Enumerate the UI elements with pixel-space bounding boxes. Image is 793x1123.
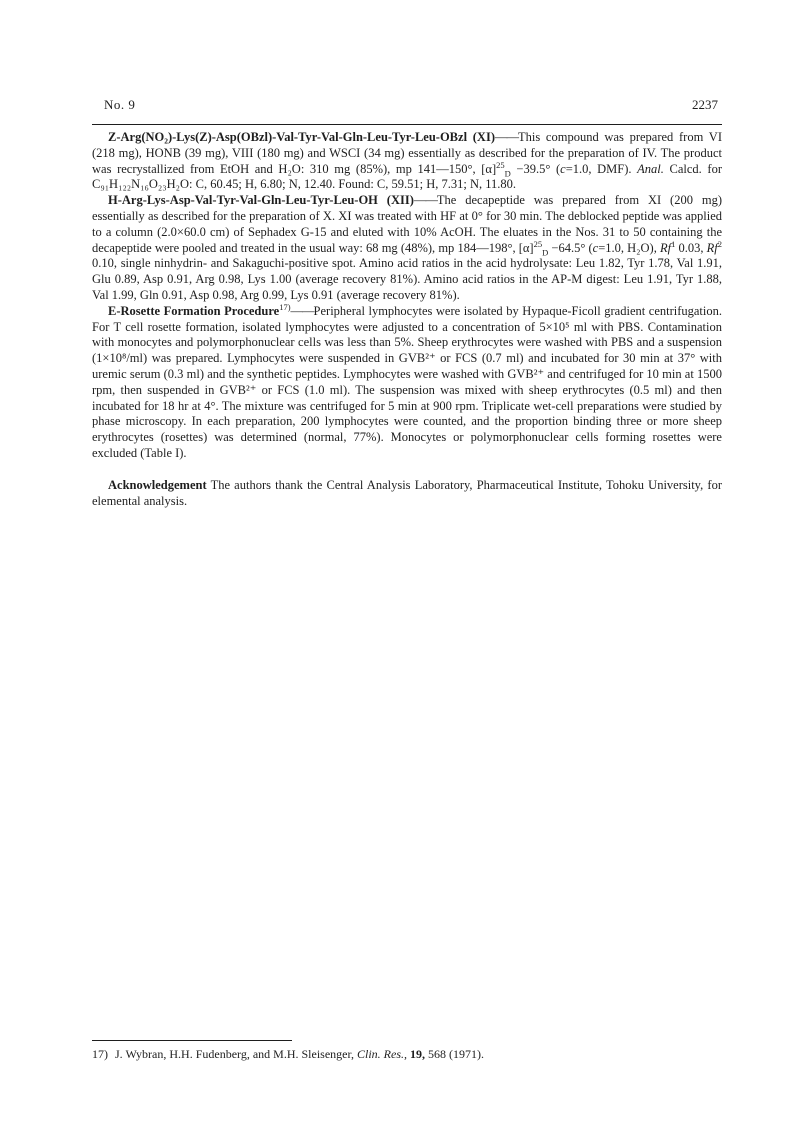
rf-index: 1 [671,238,676,249]
concentration-symbol: c [592,240,599,255]
heading-acknowledgement: Acknowledgement [108,477,207,492]
issue-number: No. 9 [104,97,136,112]
heading-compound-xi: Z-Arg(NO₂)-Lys(Z)-Asp(OBzl)-Val-Tyr-Val-Gln-Leu-Tyr-Leu-OBzl (XI) [108,130,495,144]
rf-symbol: Rf [706,240,718,255]
header-rule [92,124,722,125]
footnote-rule [92,1040,292,1041]
footnote-17 [92,1047,722,1062]
text-segment: −64.5° ( [548,240,593,255]
footnote-number: 17) [92,1047,108,1061]
reference-marker: 17) [279,301,291,312]
paragraph-e-rosette [92,301,723,462]
rotation-line: D [504,168,511,179]
heading-e-rosette: E-Rosette Formation Procedure [108,303,280,318]
text-segment: =1.0, H₂O), [598,240,660,255]
footnote-journal: Clin. Res., [357,1047,407,1061]
text-segment: =1.0, DMF). [565,161,632,176]
heading-decapeptide-xii: H-Arg-Lys-Asp-Val-Tyr-Val-Gln-Leu-Tyr-Leu-OH (XII) [108,193,414,208]
page-number: 2237 [692,97,718,112]
text-segment: The decapeptide was prepared from XI (200 mg) essentially as described for the preparation of X. XI was treated with HF at 0° for 30 min. The deblocked peptide was applied to a column (2.0×60.0 cm) of Sephadex G-15 and eluted with 10% AcOH. The eluates in the Nos. 31 to 50 containing the decapeptide were pooled and treated in the usual way: 68 mg (48%), mp 184—198°, [α] [92,193,722,255]
paragraph-compound-xi [92,130,722,193]
text-segment: 0.10, single ninhydrin- and Sakaguchi-positive spot. Amino acid ratios in the acid hydrolysate: Leu 1.82, Tyr 1.78, Val 1.91, Glu 0.89, Asp 0.91, Arg 0.98, Lys 1.00 (average recovery 81%). Amino acid ratios in the AP-M digest: Leu 1.91, Tyr 1.88, Val 1.99, Gln 0.91, Asp 0.98, Arg 0.99, Lys 0.91 (average recovery 81%). [92,256,722,302]
rf-symbol: Rf [660,240,672,255]
text-segment: Peripheral lymphocytes were isolated by Hypaque-Ficoll gradient centrifugation. For T cell rosette formation, isolated lymphocytes were adjusted to a concentration of 5×10⁵ ml with PBS. Contamination with monocytes and polymorphonuclear cells was less than 5%. Sheep erythrocytes were washed with PBS and a suspension (1×10⁸/ml) was prepared. Lymphocytes were suspended in GVB²⁺ or FCS (0.7 ml) and incubated for 30 min at 37° with uremic serum (0.3 ml) and the synthetic peptides. Lymphocytes were washed with GVB²⁺ and centrifuged for 10 min at 1500 rpm, then suspended in GVB²⁺ or FCS (1.0 ml). The suspension was mixed with sheep erythrocytes (0.5 ml) and then incubated for 18 hr at 4°. The mixture was centrifuged for 5 min at 900 rpm. Triplicate wet-cell preparations were studied by phase microscopy. In each preparation, 200 lymphocytes were counted, and the proportion binding three or more sheep erythrocytes (rosettes) was determined (normal, 77%). Monocytes or polymorphonuclear cells forming rosettes were excluded (Table I). [92,303,723,460]
rotation-temperature: 25 [533,238,543,249]
paragraph-decapeptide-xii [92,193,722,304]
text-segment: −39.5° ( [510,161,561,176]
footnote-authors: J. Wybran, H.H. Fudenberg, and M.H. Sleisenger, [115,1047,354,1061]
text-segment: This compound was prepared from VI (218 mg), HONB (39 mg), VIII (180 mg) and WSCI (34 mg) essentially as described for the preparation of IV. The product was recrystallized from EtOH and H₂O: 310 mg (85%), mp 141—150°, [α] [92,130,722,176]
text-segment: 0.03, [675,240,707,255]
paragraph-acknowledgement [92,478,722,510]
acknowledgement-text: The authors thank the Central Analysis Laboratory, Pharmaceutical Institute, Tohoku University, for elemental analysis. [92,477,722,508]
rf-index: 2 [717,238,723,249]
em-dash: —— [413,193,437,208]
experimental-section [92,130,722,509]
footnote-volume: 19, [410,1047,425,1061]
text-segment: Calcd. for C₉₁H₁₂₂N₁₆O₂₃H₂O: C, 60.45; H, 6.80; N, 12.40. Found: C, 59.51; H, 7.31; N, 11.80. [92,161,723,192]
em-dash: —— [290,303,314,318]
rotation-temperature: 25 [496,159,505,170]
running-head [104,97,718,115]
em-dash: —— [494,130,518,144]
anal-label: Anal. [637,161,664,176]
concentration-symbol: c [560,161,566,176]
rotation-line: D [542,247,549,258]
footnote-pages-year: 568 (1971). [428,1047,484,1061]
